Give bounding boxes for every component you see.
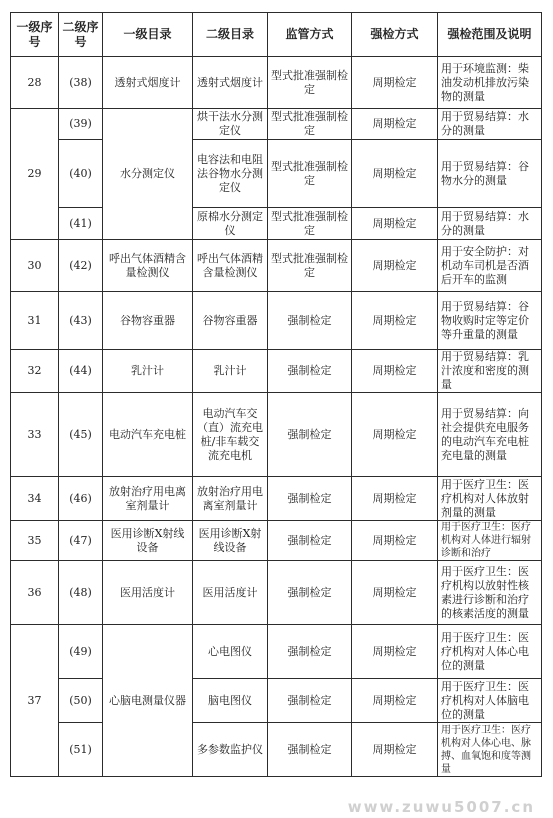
level2-no-cell: (41) — [59, 208, 103, 240]
level1-no-cell: 37 — [11, 625, 59, 777]
scope-cell: 用于医疗卫生：医疗机构对人体放射剂量的测量 — [438, 477, 542, 521]
level2-catalog-cell: 医用诊断X射线设备 — [193, 521, 268, 561]
level2-catalog-cell: 多参数监护仪 — [193, 723, 268, 777]
level2-catalog-cell: 原棉水分测定仪 — [193, 208, 268, 240]
level2-no-cell: (47) — [59, 521, 103, 561]
scope-cell: 用于医疗卫生：医疗机构对人体心电位的测量 — [438, 625, 542, 679]
table-row — [11, 477, 542, 521]
inspection-cell: 周期检定 — [352, 140, 438, 208]
supervision-cell: 强制检定 — [268, 679, 352, 723]
level2-catalog-cell: 透射式烟度计 — [193, 57, 268, 109]
scope-cell: 用于医疗卫生：医疗机构对人体心电、脉搏、血氧饱和度等测量 — [438, 723, 542, 777]
scope-cell: 用于医疗卫生：医疗机构对人体进行辐射诊断和治疗 — [438, 521, 542, 561]
supervision-cell: 型式批准强制检定 — [268, 57, 352, 109]
supervision-cell: 强制检定 — [268, 292, 352, 350]
level1-no-cell: 30 — [11, 240, 59, 292]
level2-catalog-cell: 烘干法水分测定仪 — [193, 109, 268, 140]
header-level2-catalog: 二级目录 — [193, 13, 268, 57]
level2-no-cell: (46) — [59, 477, 103, 521]
inspection-cell: 周期检定 — [352, 109, 438, 140]
level1-catalog-cell: 透射式烟度计 — [103, 57, 193, 109]
supervision-cell: 型式批准强制检定 — [268, 109, 352, 140]
supervision-cell: 强制检定 — [268, 723, 352, 777]
level2-catalog-cell: 心电图仪 — [193, 625, 268, 679]
header-level1-no: 一级序号 — [11, 13, 59, 57]
supervision-cell: 型式批准强制检定 — [268, 240, 352, 292]
supervision-cell: 型式批准强制检定 — [268, 208, 352, 240]
table-row — [11, 393, 542, 477]
level2-catalog-cell: 脑电图仪 — [193, 679, 268, 723]
supervision-cell: 强制检定 — [268, 625, 352, 679]
supervision-cell: 型式批准强制检定 — [268, 140, 352, 208]
inspection-cell: 周期检定 — [352, 208, 438, 240]
level1-catalog-cell: 心脑电测量仪器 — [103, 625, 193, 777]
level1-catalog-cell: 医用诊断X射线设备 — [103, 521, 193, 561]
inspection-cell: 周期检定 — [352, 723, 438, 777]
header-inspection: 强检方式 — [352, 13, 438, 57]
supervision-cell: 强制检定 — [268, 477, 352, 521]
table-row — [11, 240, 542, 292]
level2-no-cell: (50) — [59, 679, 103, 723]
scope-cell: 用于贸易结算：乳汁浓度和密度的测量 — [438, 350, 542, 393]
table-row — [11, 140, 542, 208]
scope-cell: 用于贸易结算：谷物水分的测量 — [438, 140, 542, 208]
level1-no-cell: 35 — [11, 521, 59, 561]
level2-catalog-cell: 电容法和电阻法谷物水分测定仪 — [193, 140, 268, 208]
level1-no-cell: 36 — [11, 561, 59, 625]
level2-no-cell: (42) — [59, 240, 103, 292]
inspection-cell: 周期检定 — [352, 679, 438, 723]
level2-catalog-cell: 放射治疗用电离室剂量计 — [193, 477, 268, 521]
supervision-cell: 强制检定 — [268, 521, 352, 561]
header-level2-no: 二级序号 — [59, 13, 103, 57]
table-row — [11, 208, 542, 240]
level2-catalog-cell: 医用活度计 — [193, 561, 268, 625]
level2-no-cell: (38) — [59, 57, 103, 109]
level2-catalog-cell: 乳汁计 — [193, 350, 268, 393]
table-row — [11, 109, 542, 140]
level1-catalog-cell: 呼出气体酒精含量检测仪 — [103, 240, 193, 292]
header-level1-catalog: 一级目录 — [103, 13, 193, 57]
level2-no-cell: (48) — [59, 561, 103, 625]
level2-no-cell: (40) — [59, 140, 103, 208]
header-row — [11, 13, 542, 57]
table-row — [11, 350, 542, 393]
scope-cell: 用于贸易结算：水分的测量 — [438, 109, 542, 140]
level1-catalog-cell: 电动汽车充电桩 — [103, 393, 193, 477]
header-supervision: 监管方式 — [268, 13, 352, 57]
table-row — [11, 723, 542, 777]
supervision-cell: 强制检定 — [268, 393, 352, 477]
table-body — [11, 57, 542, 777]
level1-catalog-cell: 医用活度计 — [103, 561, 193, 625]
scope-cell: 用于安全防护：对机动车司机是否酒后开车的监测 — [438, 240, 542, 292]
inspection-cell: 周期检定 — [352, 350, 438, 393]
level1-catalog-cell: 放射治疗用电离室剂量计 — [103, 477, 193, 521]
inspection-cell: 周期检定 — [352, 477, 438, 521]
level2-no-cell: (45) — [59, 393, 103, 477]
inspection-cell: 周期检定 — [352, 240, 438, 292]
inspection-cell: 周期检定 — [352, 625, 438, 679]
level1-no-cell: 34 — [11, 477, 59, 521]
level1-no-cell: 31 — [11, 292, 59, 350]
scope-cell: 用于贸易结算：水分的测量 — [438, 208, 542, 240]
level1-catalog-cell: 乳汁计 — [103, 350, 193, 393]
level1-no-cell: 29 — [11, 109, 59, 240]
inspection-cell: 周期检定 — [352, 57, 438, 109]
table-row — [11, 561, 542, 625]
level2-no-cell: (49) — [59, 625, 103, 679]
level2-no-cell: (51) — [59, 723, 103, 777]
scope-cell: 用于医疗卫生：医疗机构以放射性核素进行诊断和治疗的核素活度的测量 — [438, 561, 542, 625]
level2-catalog-cell: 谷物容重器 — [193, 292, 268, 350]
watermark: www.zuwu5007.cn — [347, 798, 535, 816]
table-row — [11, 679, 542, 723]
level1-catalog-cell: 谷物容重器 — [103, 292, 193, 350]
table-row — [11, 521, 542, 561]
level1-no-cell: 32 — [11, 350, 59, 393]
level2-catalog-cell: 电动汽车交（直）流充电桩/非车载交流充电机 — [193, 393, 268, 477]
level2-catalog-cell: 呼出气体酒精含量检测仪 — [193, 240, 268, 292]
level1-no-cell: 33 — [11, 393, 59, 477]
level2-no-cell: (43) — [59, 292, 103, 350]
inspection-cell: 周期检定 — [352, 521, 438, 561]
table-row — [11, 57, 542, 109]
header-scope: 强检范围及说明 — [438, 13, 542, 57]
level1-catalog-cell: 水分测定仪 — [103, 109, 193, 240]
table-row — [11, 292, 542, 350]
scope-cell: 用于环境监测：柴油发动机排放污染物的测量 — [438, 57, 542, 109]
table-row — [11, 625, 542, 679]
regulation-table — [10, 12, 542, 777]
level2-no-cell: (44) — [59, 350, 103, 393]
inspection-cell: 周期检定 — [352, 561, 438, 625]
scope-cell: 用于贸易结算：向社会提供充电服务的电动汽车充电桩充电量的测量 — [438, 393, 542, 477]
level1-no-cell: 28 — [11, 57, 59, 109]
inspection-cell: 周期检定 — [352, 393, 438, 477]
scope-cell: 用于医疗卫生：医疗机构对人体脑电位的测量 — [438, 679, 542, 723]
supervision-cell: 强制检定 — [268, 350, 352, 393]
inspection-cell: 周期检定 — [352, 292, 438, 350]
level2-no-cell: (39) — [59, 109, 103, 140]
supervision-cell: 强制检定 — [268, 561, 352, 625]
scope-cell: 用于贸易结算：谷物收购时定等定价等升重量的测量 — [438, 292, 542, 350]
